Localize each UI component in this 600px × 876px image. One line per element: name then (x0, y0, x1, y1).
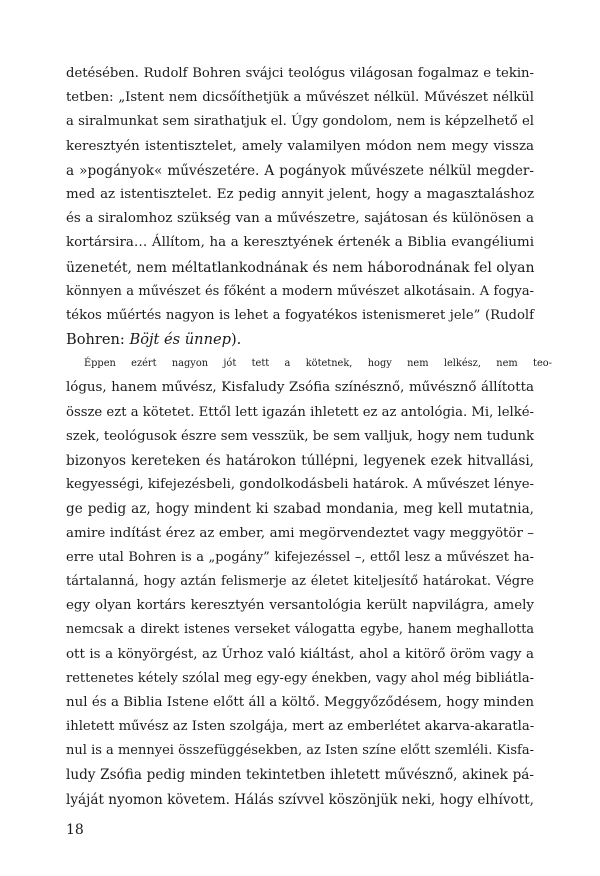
text-line: össze ezt a kötetet. Ettől lett igazán ihletett ez az antológia. Mi, lelké- (66, 404, 534, 420)
text-line: amire indítást érez az ember, ami megörvendeztet vagy meggyötör – (66, 525, 534, 541)
text-line: bizonyos kereteken és határokon túllépni, legyenek ezek hitvallási, (66, 453, 534, 469)
citation-prefix: Bohren: (66, 331, 130, 349)
text-line-last (66, 328, 534, 352)
text-line: ludy Zsófia pedig minden tekintetben ihletett művésznő, akinek pá- (66, 767, 534, 784)
text-line: erre utal Bohren is a „pogány” kifejezéssel –, ettől lesz a művészet ha- (66, 549, 534, 565)
text-line: med az istentisztelet. Ez pedig annyit jelent, hogy a magasztaláshoz (66, 186, 534, 202)
text-line: nul is a mennyei összefüggésekben, az Isten színe előtt szemléli. Kisfa- (66, 743, 534, 759)
text-line: tékos műértés nagyon is lehet a fogyatékos istenismeret jele” (Rudolf (66, 307, 534, 323)
text-line: üzenetét, nem méltatlankodnának és nem háborodnának fel olyan (66, 259, 535, 276)
text-line: szek, teológusok észre sem vesszük, be sem valljuk, hogy nem tudunk (66, 428, 534, 444)
paragraph-1 (66, 62, 534, 352)
text-line: lyáját nyomon követem. Hálás szívvel köszönjük neki, hogy elhívott, (66, 791, 534, 808)
page-number: 18 (66, 822, 84, 838)
text-line: rettenetes kétely szólal meg egy-egy énekben, vagy ahol még bibliátla- (66, 670, 534, 686)
text-line: nemcsak a direkt istenes verseket válogatta egybe, hanem meghallotta (66, 622, 534, 638)
text-line: a »pogányok« művészetére. A pogányok művészete nélkül megder- (66, 162, 534, 179)
text-line: lógus, hanem művész, Kisfaludy Zsófia színésznő, művésznő állította (66, 380, 534, 396)
text-line: kortársira… Állítom, ha a keresztyének értenék a Biblia evangéliumi (66, 235, 534, 251)
text-line: egy olyan kortárs keresztyén versantológia került napvilágra, amely (66, 598, 534, 614)
text-line: a siralmunkat sem sirathatjuk el. Úgy gondolom, nem is képzelhető el (66, 114, 534, 130)
text-line: ott is a könyörgést, az Úrhoz való kiáltást, ahol a kitörő öröm vagy a (66, 646, 534, 662)
text-line: detésében. Rudolf Bohren svájci teológus világosan fogalmaz e tekin- (66, 66, 534, 81)
text-line: kegyességi, kifejezésbeli, gondolkodásbeli határok. A művészet lénye- (66, 477, 534, 493)
text-line: tártalanná, hogy aztán felismerje az életet kiteljesítő határokat. Végre (66, 573, 534, 589)
text-line: ihletett művész az Isten szolgája, mert az emberlétet akarva-akaratla- (66, 719, 535, 735)
text-line-indented: Éppen ezért nagyon jót tett a kötetnek, hogy nem lelkész, nem teo- (84, 358, 552, 370)
book-title-italic: Böjt és ünnep (129, 331, 231, 349)
text-line: ge pedig az, hogy mindent ki szabad mondania, meg kell mutatnia, (66, 501, 534, 518)
body-text (66, 62, 552, 812)
text-line: keresztyén istentisztelet, amely valamilyen módon nem megy vissza (66, 138, 534, 154)
text-line: nul és a Biblia Istene előtt áll a költő. Meggyőződésem, hogy minden (66, 694, 534, 710)
citation-suffix: ). (230, 331, 242, 349)
text-line: könnyen a művészet és főként a modern művészet alkotásain. A fogya- (66, 283, 534, 299)
text-line: és a siralomhoz szükség van a művészetre, sajátosan és különösen a (66, 211, 534, 227)
text-line: tetben: „Istent nem dicsőíthetjük a művészet nélkül. Művészet nélkül (66, 90, 534, 106)
paragraph-2 (66, 352, 552, 812)
